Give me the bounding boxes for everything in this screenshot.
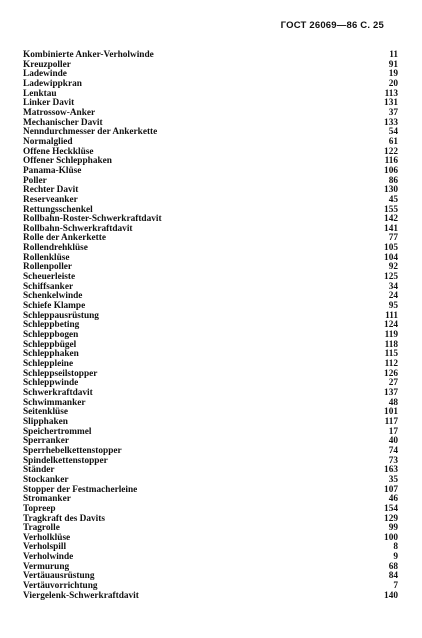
index-term: Mechanischer Davit	[23, 117, 103, 128]
index-page-number: 92	[388, 262, 398, 273]
index-entry	[23, 399, 398, 409]
term-index-list	[23, 51, 398, 601]
index-page-number: 137	[384, 387, 398, 398]
index-page-number: 155	[384, 204, 398, 215]
index-page-number: 84	[388, 571, 398, 582]
index-term: Sperrhebelkettenstopper	[23, 445, 122, 456]
index-term: Nenndurchmesser der Ankerkette	[23, 127, 158, 138]
index-page-number: 100	[384, 532, 398, 543]
index-page-number: 45	[388, 194, 398, 205]
index-page-number: 54	[388, 127, 398, 138]
index-page-number: 113	[384, 88, 398, 99]
index-entry	[23, 543, 398, 553]
index-term: Normalglied	[23, 136, 73, 147]
index-page-number: 17	[388, 426, 398, 437]
index-page-number: 105	[384, 243, 398, 254]
index-entry	[23, 495, 398, 505]
index-page-number: 111	[385, 310, 398, 321]
index-page-number: 20	[388, 78, 398, 89]
index-term: Schenkelwinde	[23, 291, 83, 302]
index-term: Rechter Davit	[23, 185, 79, 196]
index-page-number: 24	[388, 291, 398, 302]
index-page-number: 68	[388, 561, 398, 572]
index-entry	[23, 167, 398, 177]
index-term: Vertäuvorrichtung	[23, 581, 98, 592]
index-entry	[23, 312, 398, 322]
index-term: Stopper der Festmacherleine	[23, 484, 138, 495]
index-page-number: 116	[384, 156, 398, 167]
index-page-number: 101	[384, 407, 398, 418]
index-term: Rettungsschenkel	[23, 204, 93, 215]
index-page-number: 129	[384, 513, 398, 524]
index-term: Stockanker	[23, 474, 69, 485]
index-page-number: 11	[389, 50, 398, 60]
index-term: Linker Davit	[23, 98, 75, 109]
index-term: Lenktau	[23, 88, 57, 99]
index-page-number: 107	[384, 484, 398, 495]
index-entry	[23, 341, 398, 351]
index-entry	[23, 370, 398, 380]
index-term: Schleppausrüstung	[23, 310, 99, 321]
index-entry	[23, 515, 398, 525]
index-term: Vermurung	[23, 561, 70, 572]
index-entry	[23, 90, 398, 100]
index-page-number: 77	[388, 233, 398, 244]
index-term: Topreep	[23, 503, 56, 514]
index-term: Schleppwinde	[23, 378, 79, 389]
index-entry	[23, 244, 398, 254]
index-entry	[23, 61, 398, 71]
index-term: Schleppbügel	[23, 339, 77, 350]
index-term: Ladewippkran	[23, 78, 82, 89]
index-entry	[23, 466, 398, 476]
index-term: Matrossow-Anker	[23, 107, 96, 118]
index-page-number: 142	[384, 214, 398, 225]
index-entry	[23, 408, 398, 418]
index-term: Rollbahn-Schwerkraftdavit	[23, 223, 133, 234]
index-page-number: 95	[388, 301, 398, 312]
index-term: Rollendrehklüse	[23, 243, 88, 254]
page-header: ГОСТ 26069—86 С. 25	[280, 20, 384, 31]
index-term: Ladewinde	[23, 69, 67, 80]
index-term: Kombinierte Anker-Verholwinde	[23, 50, 154, 60]
index-entry	[23, 534, 398, 544]
index-page-number: 73	[388, 455, 398, 466]
index-page-number: 118	[384, 339, 398, 350]
index-term: Ständer	[23, 465, 55, 476]
index-entry	[23, 321, 398, 331]
index-term: Tragkraft des Davits	[23, 513, 105, 524]
index-page-number: 61	[388, 136, 398, 147]
index-entry	[23, 254, 398, 264]
index-term: Scheuerleiste	[23, 272, 76, 283]
index-term: Schiffsanker	[23, 281, 74, 292]
index-term: Schwerkraftdavit	[23, 387, 93, 398]
index-entry	[23, 51, 398, 61]
index-page-number: 35	[388, 474, 398, 485]
index-entry	[23, 457, 398, 467]
index-page-number: 122	[384, 146, 398, 157]
index-entry	[23, 524, 398, 534]
index-term: Verholwinde	[23, 552, 74, 563]
index-page-number: 9	[393, 552, 398, 563]
index-term: Spindelkettenstopper	[23, 455, 108, 466]
index-term: Panama-Klüse	[23, 165, 82, 176]
index-page-number: 91	[388, 59, 398, 70]
index-entry	[23, 273, 398, 283]
index-term: Verholspill	[23, 542, 67, 553]
index-term: Reserveanker	[23, 194, 78, 205]
index-entry	[23, 186, 398, 196]
index-entry	[23, 128, 398, 138]
index-term: Verholklüse	[23, 532, 71, 543]
index-page-number: 133	[384, 117, 398, 128]
index-page-number: 119	[384, 330, 398, 341]
index-term: Offener Schlepphaken	[23, 156, 112, 167]
index-page-number: 125	[384, 272, 398, 283]
index-entry	[23, 486, 398, 496]
index-entry	[23, 592, 398, 602]
index-term: Rollbahn-Roster-Schwerkraftdavit	[23, 214, 162, 225]
index-term: Rolle der Ankerkette	[23, 233, 106, 244]
index-page-number: 40	[388, 436, 398, 447]
index-term: Vertäuausrüstung	[23, 571, 95, 582]
index-term: Offene Heckklüse	[23, 146, 94, 157]
index-page-number: 104	[384, 252, 398, 263]
index-page-number: 74	[388, 445, 398, 456]
index-page-number: 106	[384, 165, 398, 176]
index-page-number: 140	[384, 590, 398, 601]
index-term: Tragrolle	[23, 523, 60, 534]
index-page-number: 131	[384, 98, 398, 109]
index-term: Sperranker	[23, 436, 69, 447]
index-entry	[23, 428, 398, 438]
index-term: Rollenpoller	[23, 262, 73, 273]
index-page-number: 27	[388, 378, 398, 389]
index-term: Seitenklüse	[23, 407, 68, 418]
index-entry	[23, 331, 398, 341]
index-page-number: 163	[384, 465, 398, 476]
index-page-number: 115	[384, 349, 398, 360]
index-term: Schlepphaken	[23, 349, 79, 360]
index-term: Schiefe Klampe	[23, 301, 86, 312]
index-entry	[23, 80, 398, 90]
index-page-number: 126	[384, 368, 398, 379]
index-page-number: 124	[384, 320, 398, 331]
index-page-number: 130	[384, 185, 398, 196]
index-term: Viergelenk-Schwerkraftdavit	[23, 590, 139, 601]
index-term: Slipphaken	[23, 416, 68, 427]
index-term: Speichertrommel	[23, 426, 92, 437]
index-page-number: 37	[388, 107, 398, 118]
index-page-number: 154	[384, 503, 398, 514]
index-page-number: 48	[388, 397, 398, 408]
index-page-number: 86	[388, 175, 398, 186]
index-entry	[23, 553, 398, 563]
index-page-number: 34	[388, 281, 398, 292]
index-entry	[23, 263, 398, 273]
index-entry	[23, 177, 398, 187]
index-entry	[23, 350, 398, 360]
index-page-number: 99	[388, 523, 398, 534]
index-term: Schleppbogen	[23, 330, 79, 341]
index-term: Schwimmanker	[23, 397, 86, 408]
index-term: Schleppleine	[23, 359, 74, 369]
index-page-number: 8	[393, 542, 398, 553]
index-page-number: 19	[388, 69, 398, 80]
index-page-number: 117	[384, 416, 398, 427]
index-term: Schleppseilstopper	[23, 368, 98, 379]
index-term: Kreuzpoller	[23, 59, 71, 70]
index-page-number: 112	[384, 359, 398, 369]
index-term: Schleppbeting	[23, 320, 80, 331]
index-page-number: 7	[393, 581, 398, 592]
index-page-number: 46	[388, 494, 398, 505]
index-term: Poller	[23, 175, 47, 186]
index-page-number: 141	[384, 223, 398, 234]
index-term: Stromanker	[23, 494, 71, 505]
index-term: Rollenklüse	[23, 252, 70, 263]
